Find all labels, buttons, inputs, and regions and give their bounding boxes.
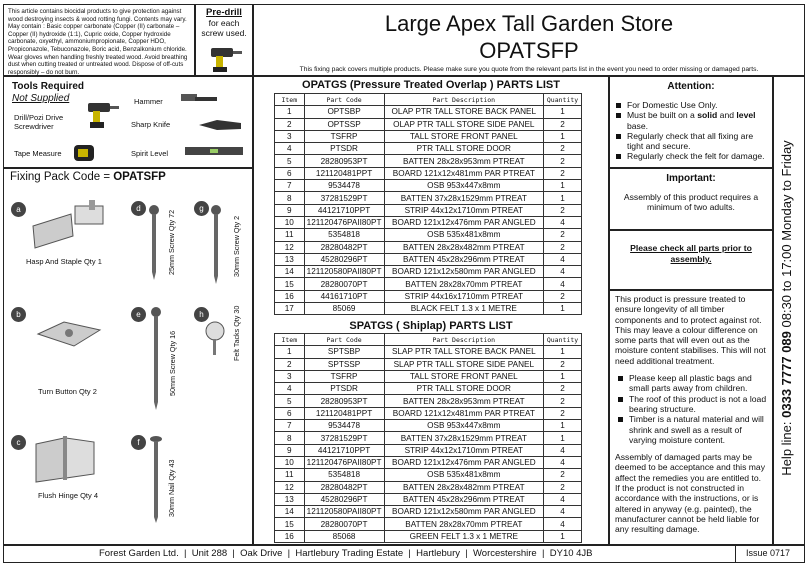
cell-item: 14 [275, 506, 305, 518]
hammer-icon [179, 91, 219, 115]
attention-item: Must be built on a solid and level base. [613, 110, 769, 131]
cell-description: OSB 953x447x8mm [384, 420, 543, 432]
tool-knife-label: Sharp Knife [131, 120, 171, 129]
cell-quantity: 1 [544, 106, 582, 118]
cell-item: 10 [275, 216, 305, 228]
cell-quantity: 4 [544, 456, 582, 468]
flush-hinge-icon [30, 434, 100, 484]
info-bullet: Timber is a natural material and will shrink and swell as a result of varying moisture content. [615, 414, 767, 445]
cell-quantity: 4 [544, 278, 582, 290]
cell-description: PTR TALL STORE DOOR [384, 383, 543, 395]
table-row [275, 192, 582, 204]
cell-item: 8 [275, 432, 305, 444]
cell-item: 4 [275, 383, 305, 395]
cell-quantity: 4 [544, 506, 582, 518]
cell-item: 12 [275, 241, 305, 253]
spatgs-table [274, 333, 582, 543]
cell-description: OLAP PTR TALL STORE SIDE PANEL [384, 118, 544, 130]
screw-25mm-icon [144, 205, 164, 281]
cell-quantity: 4 [544, 518, 582, 530]
cell-item: 7 [275, 420, 305, 432]
felt-tack-icon [200, 319, 230, 359]
cell-description: TALL STORE FRONT PANEL [384, 130, 544, 142]
fixing-pack-value: OPATSFP [113, 171, 166, 183]
cell-part-code: PTSDR [304, 143, 384, 155]
helpline-number: 0333 7777 089 [779, 331, 794, 418]
cell-description: BLACK FELT 1.3 x 1 METRE [384, 303, 544, 315]
table-row [275, 229, 582, 241]
spirit-level-icon [184, 144, 244, 158]
table-row [275, 118, 582, 130]
cell-part-code: 44121710PPT [304, 204, 384, 216]
cell-part-code: 121120580PAII80PT [304, 266, 384, 278]
predrill-title: Pre-drill [206, 7, 242, 18]
cell-quantity: 2 [544, 204, 582, 216]
table-row [275, 167, 582, 179]
cell-quantity: 2 [544, 395, 582, 407]
cell-description: BOARD 121x12x476mm PAR ANGLED [384, 456, 543, 468]
knife-icon [197, 117, 243, 133]
table-row [275, 530, 582, 542]
info-para-2: Assembly of damaged parts may be deemed to be acceptance and this may affect the remedies you are entitled to. [615, 452, 766, 483]
cell-item: 13 [275, 253, 305, 265]
cell-description: BATTEN 45x28x296mm PTREAT [384, 253, 544, 265]
table-row [275, 493, 582, 505]
cell-description: BATTEN 28x28x482mm PTREAT [384, 241, 544, 253]
cell-part-code: 28280953PT [304, 155, 384, 167]
table-row [275, 290, 582, 302]
cell-quantity: 2 [544, 143, 582, 155]
table-row [275, 278, 582, 290]
helpline-hours: 08:30 to 17:00 Monday to Friday [779, 140, 794, 332]
cell-item: 9 [275, 444, 305, 456]
cell-item: 10 [275, 456, 305, 468]
fixing-label-f: 30mm Nail Qty 43 [167, 459, 176, 517]
col-description: Part Description [384, 334, 543, 346]
cell-item: 15 [275, 518, 305, 530]
header-subtitle: This fixing pack covers multiple products. Please make sure you quote from the relevant parts list in the event you need to order missing or damaged parts. [299, 66, 759, 73]
cell-part-code: 28280482PT [304, 481, 384, 493]
cell-part-code: 45280296PT [304, 493, 384, 505]
attention-title: Attention: [667, 81, 715, 92]
cell-part-code: SPTSBP [304, 346, 384, 358]
fixing-letter-b: b [11, 307, 26, 322]
cell-quantity: 1 [544, 346, 582, 358]
predrill-text: for each screw used. [201, 18, 247, 38]
cell-quantity: 4 [544, 266, 582, 278]
important-title: Important: [666, 173, 716, 184]
screw-30mm-icon [206, 205, 226, 285]
cell-part-code: OPTSSP [304, 118, 384, 130]
cell-item: 13 [275, 493, 305, 505]
cell-quantity: 4 [544, 493, 582, 505]
table-row [275, 130, 582, 142]
header-box [253, 4, 805, 76]
product-title: Large Apex Tall Garden Store [384, 11, 674, 36]
spatgs-title: SPATGS ( Shiplap) PARTS LIST [349, 320, 513, 332]
fixing-pack-label: Fixing Pack Code = [10, 171, 114, 183]
cell-part-code: 121120580PAII80PT [304, 506, 384, 518]
cell-quantity: 1 [544, 180, 582, 192]
fixing-label-g: 30mm Screw Qty 2 [232, 215, 241, 277]
col-quantity: Quantity [544, 94, 582, 106]
spatgs-rows [275, 346, 582, 543]
fixing-letter-c: c [11, 435, 26, 450]
cell-part-code: 5354818 [304, 469, 384, 481]
cell-description: BATTEN 28x28x953mm PTREAT [384, 395, 543, 407]
cell-part-code: 28280953PT [304, 395, 384, 407]
cell-item: 14 [275, 266, 305, 278]
cell-part-code: 37281529PT [304, 432, 384, 444]
table-row [275, 407, 582, 419]
cell-description: BATTEN 45x28x296mm PTREAT [384, 493, 543, 505]
cell-quantity: 1 [544, 192, 582, 204]
cell-description: TALL STORE FRONT PANEL [384, 370, 543, 382]
cell-item: 2 [275, 118, 305, 130]
cell-item: 1 [275, 346, 305, 358]
table-row [275, 481, 582, 493]
fixing-letter-e: e [131, 307, 146, 322]
col-part-code: Part Code [304, 334, 384, 346]
cell-quantity: 1 [544, 530, 582, 542]
cell-description: BOARD 121x12x580mm PAR ANGLED [384, 266, 544, 278]
opatgs-title: OPATGS (Pressure Treated Overlap ) PARTS LIST [302, 79, 560, 91]
fixing-letter-g: g [194, 201, 209, 216]
col-item: Item [275, 94, 305, 106]
col-description: Part Description [384, 94, 544, 106]
cell-quantity: 1 [544, 130, 582, 142]
footer-address: Forest Garden Ltd. | Unit 288 | Oak Drive | Hartlebury Trading Estate | Hartlebury | Worcestershire | DY10 4JB [99, 548, 593, 559]
cell-item: 6 [275, 167, 305, 179]
cell-quantity: 4 [544, 216, 582, 228]
info-bullet: Please keep all plastic bags and small parts away from children. [615, 373, 767, 394]
cell-quantity: 2 [544, 118, 582, 130]
cell-description: STRIP 44x16x1710mm PTREAT [384, 290, 544, 302]
cell-description: BOARD 121x12x481mm PAR PTREAT [384, 167, 544, 179]
cell-part-code: 28280070PT [304, 518, 384, 530]
cell-item: 8 [275, 192, 305, 204]
table-row [275, 266, 582, 278]
table-row [275, 444, 582, 456]
fixing-letter-d: d [131, 201, 146, 216]
footer-divider [735, 546, 736, 562]
opatgs-rows [275, 106, 582, 315]
drill-icon [84, 101, 120, 131]
info-box [609, 290, 773, 545]
cell-part-code: 121120476PAII80PT [304, 456, 384, 468]
attention-box [609, 76, 773, 168]
cell-description: BATTEN 28x28x482mm PTREAT [384, 481, 543, 493]
tool-level-label: Spirit Level [131, 149, 169, 158]
cell-part-code: PTSDR [304, 383, 384, 395]
table-row [275, 253, 582, 265]
cell-item: 5 [275, 395, 305, 407]
table-row [275, 420, 582, 432]
cell-quantity: 4 [544, 253, 582, 265]
cell-part-code: 5354818 [304, 229, 384, 241]
cell-item: 12 [275, 481, 305, 493]
info-para-1: This product is pressure treated to ensure longevity of all timber components and to protect against rot. This may leave a colour difference on some parts that will even out as the moisture content stabilises. This will not need additional treatment. [615, 294, 766, 366]
important-box [609, 168, 773, 230]
table-row [275, 383, 582, 395]
cell-part-code: 121120476PAII80PT [304, 216, 384, 228]
info-bullet: The roof of this product is not a load bearing structure. [615, 394, 767, 415]
cell-part-code: 9534478 [304, 180, 384, 192]
table-row [275, 180, 582, 192]
fixing-label-c: Flush Hinge Qty 4 [38, 491, 99, 500]
cell-quantity: 2 [544, 358, 582, 370]
cell-quantity: 2 [544, 167, 582, 179]
footer-issue: Issue 0717 [746, 548, 791, 558]
product-code: OPATSFP [479, 38, 579, 63]
table-row [275, 432, 582, 444]
cell-item: 4 [275, 143, 305, 155]
cell-quantity: 2 [544, 241, 582, 253]
table-row [275, 303, 582, 315]
predrill-box [195, 4, 253, 76]
table-row [275, 358, 582, 370]
hasp-staple-icon [29, 196, 109, 256]
cell-description: BATTEN 28x28x70mm PTREAT [384, 278, 544, 290]
tools-box [3, 76, 253, 168]
cell-part-code: 85068 [304, 530, 384, 542]
cell-part-code: 44161710PT [304, 290, 384, 302]
fixing-letter-a: a [11, 202, 26, 217]
cell-item: 6 [275, 407, 305, 419]
cell-quantity: 1 [544, 303, 582, 315]
col-part-code: Part Code [304, 94, 384, 106]
cell-description: BATTEN 28x28x70mm PTREAT [384, 518, 543, 530]
table-row [275, 241, 582, 253]
tape-measure-icon [72, 143, 98, 163]
col-quantity: Quantity [544, 334, 582, 346]
cell-description: BATTEN 37x28x1529mm PTREAT [384, 432, 543, 444]
cell-quantity: 2 [544, 383, 582, 395]
table-row [275, 106, 582, 118]
turn-button-icon [34, 314, 104, 354]
cell-part-code: 28280482PT [304, 241, 384, 253]
cell-part-code: SPTSSP [304, 358, 384, 370]
cell-part-code: TSFRP [304, 370, 384, 382]
attention-item: Regularly check that all fixing are tight and secure. [613, 131, 769, 152]
cell-part-code: OPTSBP [304, 106, 384, 118]
cell-part-code: 44121710PPT [304, 444, 384, 456]
cell-description: PTR TALL STORE DOOR [384, 143, 544, 155]
cell-quantity: 1 [544, 370, 582, 382]
cell-part-code: 121120481PPT [304, 167, 384, 179]
table-row [275, 469, 582, 481]
tool-drill-label: Drill/Pozi Drive Screwdriver [14, 113, 64, 131]
cell-description: OSB 535x481x8mm [384, 229, 544, 241]
cell-quantity: 2 [544, 290, 582, 302]
fixings-box [3, 168, 253, 545]
attention-item: Regularly check the felt for damage. [613, 151, 769, 161]
cell-description: BATTEN 28x28x953mm PTREAT [384, 155, 544, 167]
fixing-label-e: 50mm Screw Qty 16 [168, 330, 177, 396]
cell-item: 15 [275, 278, 305, 290]
cell-part-code: 28280070PT [304, 278, 384, 290]
cell-item: 3 [275, 370, 305, 382]
table-row [275, 506, 582, 518]
cell-description: OLAP PTR TALL STORE BACK PANEL [384, 106, 544, 118]
info-para-3: If the product is not constructed in accordance with the instructions, or is altered in anyway (e.g. painted), the manufacturer cannot be held liable for any resulting damage. [615, 483, 760, 535]
cell-part-code: 45280296PT [304, 253, 384, 265]
cell-description: BATTEN 37x28x1529mm PTREAT [384, 192, 544, 204]
attention-item: For Domestic Use Only. [613, 100, 769, 110]
info-bullets [615, 373, 767, 445]
cell-quantity: 4 [544, 444, 582, 456]
cell-item: 16 [275, 530, 305, 542]
cell-description: STRIP 44x12x1710mm PTREAT [384, 444, 543, 456]
fixing-pack-code [10, 171, 166, 183]
cell-item: 7 [275, 180, 305, 192]
fixing-label-h: Felt Tacks Qty 30 [232, 305, 241, 361]
fixing-letter-h: h [194, 307, 209, 322]
table-row [275, 370, 582, 382]
tool-hammer-label: Hammer [134, 97, 163, 106]
attention-list [610, 100, 772, 162]
table-row [275, 456, 582, 468]
cell-quantity: 2 [544, 481, 582, 493]
cell-part-code: TSFRP [304, 130, 384, 142]
table-row [275, 155, 582, 167]
nail-30mm-icon [146, 435, 166, 525]
cell-description: STRIP 44x12x1710mm PTREAT [384, 204, 544, 216]
cell-quantity: 2 [544, 469, 582, 481]
spatgs-header-row [275, 334, 582, 346]
fixing-letter-f: f [131, 435, 146, 450]
cell-quantity: 1 [544, 420, 582, 432]
cell-part-code: 121120481PPT [304, 407, 384, 419]
cell-quantity: 2 [544, 229, 582, 241]
cell-quantity: 1 [544, 432, 582, 444]
cell-description: SLAP PTR TALL STORE BACK PANEL [384, 346, 543, 358]
table-row [275, 216, 582, 228]
cell-quantity: 2 [544, 155, 582, 167]
cell-item: 16 [275, 290, 305, 302]
screw-50mm-icon [146, 307, 166, 411]
table-row [275, 143, 582, 155]
tools-title: Tools Required [12, 81, 85, 92]
cell-item: 17 [275, 303, 305, 315]
table-row [275, 518, 582, 530]
table-row [275, 395, 582, 407]
cell-item: 11 [275, 229, 305, 241]
cell-item: 5 [275, 155, 305, 167]
cell-description: OSB 953x447x8mm [384, 180, 544, 192]
footer-bar [3, 545, 805, 563]
check-parts-text: Please check all parts prior to assembly. [630, 243, 752, 264]
cell-description: BOARD 121x12x476mm PAR ANGLED [384, 216, 544, 228]
cell-item: 2 [275, 358, 305, 370]
opatgs-header-row [275, 94, 582, 106]
cell-quantity: 2 [544, 407, 582, 419]
fixing-label-d: 25mm Screw Qty 72 [167, 209, 176, 275]
cell-part-code: 37281529PT [304, 192, 384, 204]
cell-description: BOARD 121x12x481mm PAR PTREAT [384, 407, 543, 419]
cell-description: BOARD 121x12x580mm PAR ANGLED [384, 506, 543, 518]
table-row [275, 204, 582, 216]
fixing-label-b: Turn Button Qty 2 [38, 387, 97, 396]
cell-description: GREEN FELT 1.3 x 1 METRE [384, 530, 543, 542]
cell-item: 11 [275, 469, 305, 481]
helpline-prefix: Help line: [779, 417, 794, 476]
table-row [275, 346, 582, 358]
warning-text: This article contains biocidal products to give protection against wood destroying insects & wood rotting fungi. Contents may vary. May contain : Basic copper carbonate (Copper (II) carbonate – Copper (II) hydroxide (1:1), Cupric oxide, Copper hydroxide carbonate, oxyethyl, ammoniumpropionate, Copper HDO, Propiconazole, Tebuconazole, Boric acid, Benzalkonium chloride. Wear gloves when handling freshly treated wood. Avoid breathing dust when cutting treated or untreated wood. Dispose of off-cuts responsibly – do not burn. [8, 8, 188, 76]
warning-box [3, 4, 195, 76]
drill-icon [205, 45, 245, 73]
cell-part-code: 9534478 [304, 420, 384, 432]
tools-subtitle: Not Supplied [12, 93, 70, 104]
opatgs-table [274, 93, 582, 315]
cell-description: SLAP PTR TALL STORE SIDE PANEL [384, 358, 543, 370]
cell-description: OSB 535x481x8mm [384, 469, 543, 481]
helpline-text [779, 75, 794, 541]
cell-item: 9 [275, 204, 305, 216]
important-text: Assembly of this product requires a minimum of two adults. [623, 192, 759, 213]
tool-tape-label: Tape Measure [14, 149, 62, 158]
cell-part-code: 85069 [304, 303, 384, 315]
col-item: Item [275, 334, 305, 346]
cell-item: 3 [275, 130, 305, 142]
check-parts-box [609, 230, 773, 290]
fixing-label-a: Hasp And Staple Qty 1 [26, 257, 102, 266]
cell-item: 1 [275, 106, 305, 118]
